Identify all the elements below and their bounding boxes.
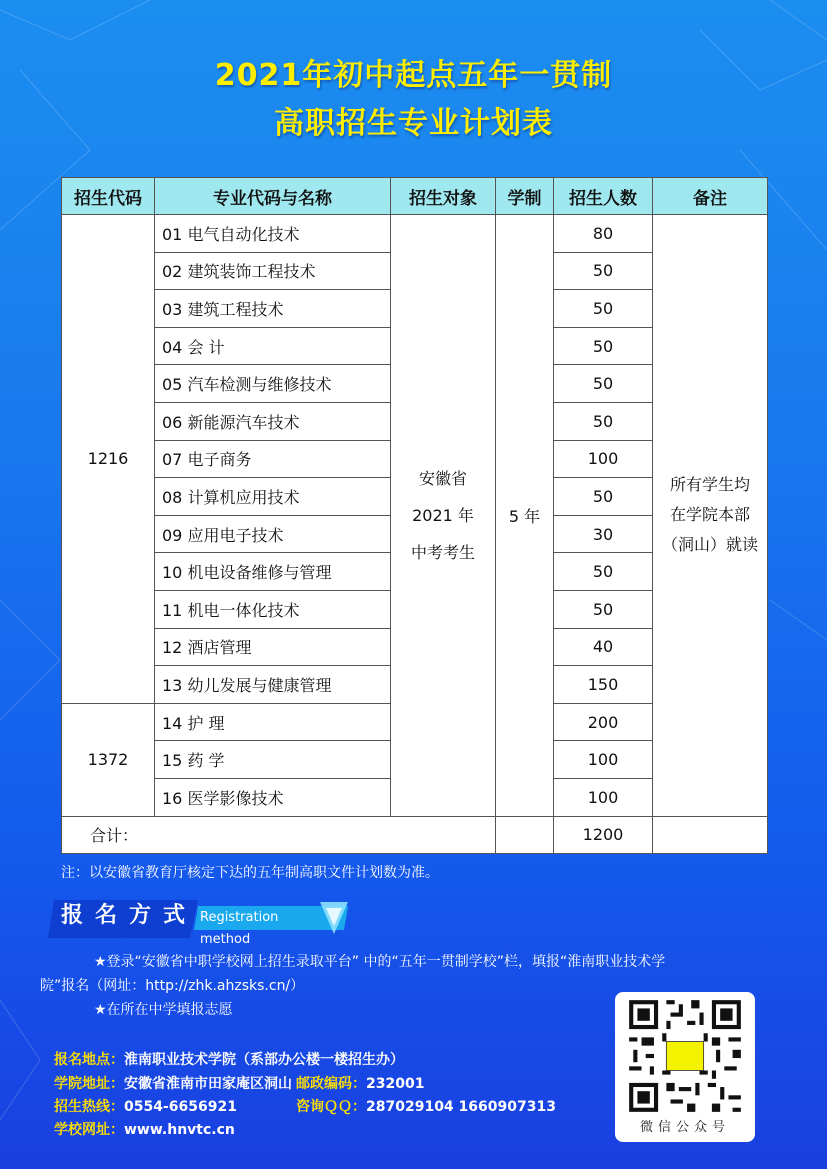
major-name: 13 幼儿发展与健康管理: [155, 666, 391, 704]
header-remark: 备注: [653, 178, 768, 215]
reg-char-3: 方: [128, 903, 151, 928]
enroll-count: 80: [554, 215, 653, 253]
remark-line: 所有学生均: [669, 475, 750, 495]
page-title-line2: 高职招生专业计划表: [274, 106, 553, 141]
page-title-line1: 2021年初中起点五年一贯制: [214, 58, 613, 93]
header-target: 招生对象: [391, 178, 496, 215]
enroll-count: 50: [554, 290, 653, 328]
header-code: 招生代码: [62, 178, 155, 215]
major-name: 14 护 理: [155, 703, 391, 741]
enroll-count: 50: [554, 590, 653, 628]
address-value: 安徽省淮南市田家庵区洞山: [124, 1076, 292, 1092]
postcode-value: 232001: [366, 1076, 425, 1092]
address-label: 学院地址：: [54, 1076, 124, 1092]
total-remark-cell: [653, 816, 768, 854]
website-link[interactable]: www.hnvtc.cn: [124, 1122, 235, 1138]
enroll-count: 100: [554, 440, 653, 478]
hotline-label: 招生热线：: [54, 1099, 124, 1115]
table-row: [62, 215, 768, 253]
contact-address: [54, 1073, 292, 1093]
contact-qq: [296, 1096, 556, 1116]
registration-english: Registration method: [200, 910, 279, 947]
reg-char-1: 报: [60, 903, 83, 928]
hotline-value: 0554-6656921: [124, 1099, 237, 1115]
registration-banner: [48, 898, 358, 947]
reg-char-2: 名: [94, 903, 117, 928]
place-value: 淮南职业技术学院（系部办公楼一楼招生办）: [124, 1052, 404, 1068]
major-name: 07 电子商务: [155, 440, 391, 478]
enroll-count: 50: [554, 252, 653, 290]
total-count: 1200: [554, 816, 653, 854]
remark-cell: [653, 215, 768, 817]
enroll-count: 100: [554, 741, 653, 779]
major-name: 03 建筑工程技术: [155, 290, 391, 328]
major-name: 11 机电一体化技术: [155, 590, 391, 628]
registration-line: ★在所在中学填报志愿: [94, 1002, 233, 1018]
wechat-qr-card: [615, 992, 755, 1142]
major-name: 02 建筑装饰工程技术: [155, 252, 391, 290]
major-name: 06 新能源汽车技术: [155, 402, 391, 440]
major-name: 15 药 学: [155, 741, 391, 779]
enroll-count: 50: [554, 402, 653, 440]
total-duration-cell: [496, 816, 554, 854]
remark-line: （洞山）就读: [661, 535, 758, 555]
registration-line: ★登录“安徽省中职学校网上招生录取平台” 中的“五年一贯制学校”栏，填报“淮南职业技术学: [94, 954, 666, 970]
enroll-count: 100: [554, 778, 653, 816]
qq-label: 咨询ＱＱ：: [296, 1099, 366, 1115]
website-label: 学校网址：: [54, 1122, 124, 1138]
target-line: 安徽省: [418, 468, 467, 488]
enroll-count: 200: [554, 703, 653, 741]
enroll-count: 40: [554, 628, 653, 666]
contact-hotline: [54, 1096, 237, 1116]
reg-char-4: 式: [162, 903, 185, 928]
total-row: [62, 816, 768, 854]
total-label: 合计：: [62, 816, 496, 854]
postcode-label: 邮政编码：: [296, 1076, 366, 1092]
target-line: 中考考生: [410, 542, 475, 562]
enrollment-plan-table: [61, 177, 768, 854]
remark-line: 在学院本部: [669, 505, 750, 525]
target-line: 2021 年: [412, 505, 474, 525]
duration-cell: 5 年: [496, 215, 554, 817]
major-name: 08 计算机应用技术: [155, 478, 391, 516]
enroll-count: 50: [554, 478, 653, 516]
table-header-row: [62, 178, 768, 215]
major-name: 05 汽车检测与维修技术: [155, 365, 391, 403]
header-count: 招生人数: [554, 178, 653, 215]
enroll-code-1372: 1372: [62, 703, 155, 816]
major-name: 09 应用电子技术: [155, 515, 391, 553]
enroll-count: 50: [554, 365, 653, 403]
enroll-count: 50: [554, 327, 653, 365]
enroll-code-1216: 1216: [62, 215, 155, 704]
registration-line: 院”报名（网址：http://zhk.ahzsks.cn/）: [40, 978, 305, 994]
enroll-count: 150: [554, 666, 653, 704]
qq-value: 287029104 1660907313: [366, 1099, 556, 1115]
major-name: 10 机电设备维修与管理: [155, 553, 391, 591]
target-cell: [391, 215, 496, 817]
major-name: 01 电气自动化技术: [155, 215, 391, 253]
enroll-count: 30: [554, 515, 653, 553]
major-name: 12 酒店管理: [155, 628, 391, 666]
major-name: 16 医学影像技术: [155, 778, 391, 816]
contact-website[interactable]: [54, 1119, 235, 1139]
header-major: 专业代码与名称: [155, 178, 391, 215]
major-name: 04 会 计: [155, 327, 391, 365]
qr-caption: 微信公众号: [639, 1120, 730, 1135]
qr-code-icon: [625, 996, 745, 1116]
contact-place: [54, 1049, 404, 1069]
table-note: 注：以安徽省教育厅核定下达的五年制高职文件计划数为准。: [61, 865, 439, 881]
header-duration: 学制: [496, 178, 554, 215]
place-label: 报名地点：: [54, 1052, 124, 1068]
contact-postcode: [296, 1073, 424, 1093]
enroll-count: 50: [554, 553, 653, 591]
